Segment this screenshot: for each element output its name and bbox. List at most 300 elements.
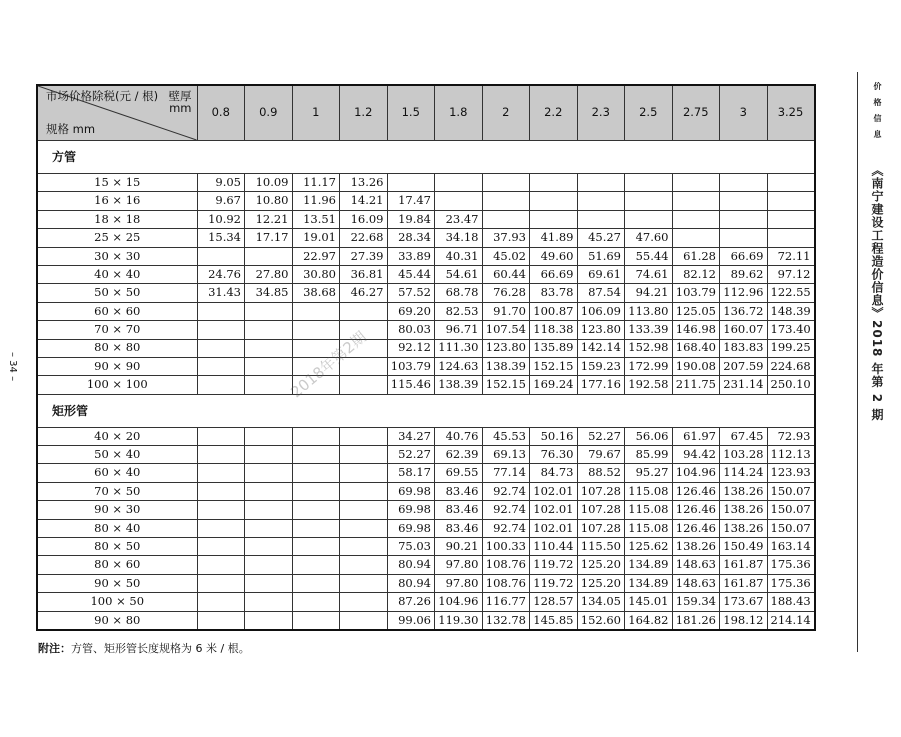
price-cell: 87.26 xyxy=(387,593,435,611)
price-cell xyxy=(672,229,720,247)
price-cell: 38.68 xyxy=(292,284,340,302)
price-cell: 118.38 xyxy=(530,321,578,339)
thickness-header: 0.9 xyxy=(245,85,293,141)
price-cell: 45.27 xyxy=(577,229,625,247)
price-cell: 83.46 xyxy=(435,519,483,537)
price-cell: 173.40 xyxy=(767,321,815,339)
price-cell: 13.51 xyxy=(292,210,340,228)
spec-cell: 100 × 100 xyxy=(37,376,197,394)
price-cell: 69.55 xyxy=(435,464,483,482)
table-row xyxy=(37,174,815,192)
running-head xyxy=(862,82,886,421)
price-cell: 150.07 xyxy=(767,519,815,537)
price-cell xyxy=(292,538,340,556)
price-cell: 168.40 xyxy=(672,339,720,357)
price-cell xyxy=(197,519,245,537)
table-row xyxy=(37,192,815,210)
spec-cell: 15 × 15 xyxy=(37,174,197,192)
price-cell: 107.28 xyxy=(577,501,625,519)
price-cell: 11.96 xyxy=(292,192,340,210)
price-cell: 138.26 xyxy=(720,519,768,537)
price-cell: 150.07 xyxy=(767,482,815,500)
price-cell: 9.67 xyxy=(197,192,245,210)
price-cell: 134.89 xyxy=(625,556,673,574)
price-cell: 148.63 xyxy=(672,556,720,574)
price-cell xyxy=(530,210,578,228)
price-cell xyxy=(245,321,293,339)
price-cell: 12.21 xyxy=(245,210,293,228)
watermark: 2018年第2期 xyxy=(287,327,370,402)
table-row xyxy=(37,556,815,574)
price-cell: 87.54 xyxy=(577,284,625,302)
price-cell: 207.59 xyxy=(720,357,768,375)
price-cell: 96.71 xyxy=(435,321,483,339)
thickness-header: 2.5 xyxy=(625,85,673,141)
price-cell: 52.27 xyxy=(577,427,625,445)
price-cell: 183.83 xyxy=(720,339,768,357)
spec-cell: 30 × 30 xyxy=(37,247,197,265)
table-row xyxy=(37,247,815,265)
price-cell xyxy=(197,357,245,375)
price-cell: 66.69 xyxy=(530,265,578,283)
price-cell: 92.74 xyxy=(482,501,530,519)
price-cell xyxy=(245,501,293,519)
price-cell xyxy=(340,538,388,556)
price-cell xyxy=(245,482,293,500)
price-cell: 22.68 xyxy=(340,229,388,247)
price-cell: 142.14 xyxy=(577,339,625,357)
thickness-header: 3.25 xyxy=(767,85,815,141)
footnote xyxy=(38,640,250,656)
price-cell: 16.09 xyxy=(340,210,388,228)
price-cell: 111.30 xyxy=(435,339,483,357)
thickness-header: 0.8 xyxy=(197,85,245,141)
price-cell: 224.68 xyxy=(767,357,815,375)
table-row xyxy=(37,519,815,537)
price-cell: 148.63 xyxy=(672,574,720,592)
price-cell: 28.34 xyxy=(387,229,435,247)
price-cell xyxy=(672,174,720,192)
table-row xyxy=(37,357,815,375)
price-cell: 92.74 xyxy=(482,482,530,500)
price-cell: 115.50 xyxy=(577,538,625,556)
price-cell xyxy=(767,210,815,228)
price-cell: 199.25 xyxy=(767,339,815,357)
price-cell: 24.76 xyxy=(197,265,245,283)
price-cell: 119.30 xyxy=(435,611,483,630)
price-cell: 76.28 xyxy=(482,284,530,302)
price-cell: 88.52 xyxy=(577,464,625,482)
price-cell: 136.72 xyxy=(720,302,768,320)
price-cell: 102.01 xyxy=(530,482,578,500)
price-cell xyxy=(340,556,388,574)
price-cell: 145.85 xyxy=(530,611,578,630)
price-cell: 91.70 xyxy=(482,302,530,320)
price-cell xyxy=(577,192,625,210)
table-row xyxy=(37,229,815,247)
running-head-category: 价格信息 xyxy=(873,82,882,146)
price-cell: 108.76 xyxy=(482,574,530,592)
price-cell xyxy=(720,192,768,210)
price-cell xyxy=(767,229,815,247)
price-cell: 188.43 xyxy=(767,593,815,611)
price-cell: 19.84 xyxy=(387,210,435,228)
thickness-header: 2.3 xyxy=(577,85,625,141)
price-cell: 72.93 xyxy=(767,427,815,445)
price-cell: 115.08 xyxy=(625,519,673,537)
price-cell: 45.44 xyxy=(387,265,435,283)
price-cell: 49.60 xyxy=(530,247,578,265)
price-cell xyxy=(245,339,293,357)
price-cell: 164.82 xyxy=(625,611,673,630)
price-cell: 135.89 xyxy=(530,339,578,357)
price-cell: 10.80 xyxy=(245,192,293,210)
price-cell: 36.81 xyxy=(340,265,388,283)
price-cell: 192.58 xyxy=(625,376,673,394)
price-cell: 54.61 xyxy=(435,265,483,283)
price-cell xyxy=(292,611,340,630)
price-cell: 97.80 xyxy=(435,574,483,592)
price-cell: 125.05 xyxy=(672,302,720,320)
price-cell xyxy=(340,611,388,630)
price-cell xyxy=(435,192,483,210)
price-cell xyxy=(245,302,293,320)
thickness-header: 1 xyxy=(292,85,340,141)
thickness-header: 2.2 xyxy=(530,85,578,141)
price-cell: 125.20 xyxy=(577,574,625,592)
price-cell: 169.24 xyxy=(530,376,578,394)
price-cell: 17.17 xyxy=(245,229,293,247)
table-row xyxy=(37,339,815,357)
price-cell xyxy=(340,519,388,537)
price-cell: 84.73 xyxy=(530,464,578,482)
price-cell xyxy=(482,174,530,192)
price-cell: 159.34 xyxy=(672,593,720,611)
price-cell: 163.14 xyxy=(767,538,815,556)
price-cell: 69.61 xyxy=(577,265,625,283)
thickness-header: 1.8 xyxy=(435,85,483,141)
price-cell xyxy=(245,357,293,375)
price-cell: 115.46 xyxy=(387,376,435,394)
price-cell: 17.47 xyxy=(387,192,435,210)
price-cell: 250.10 xyxy=(767,376,815,394)
price-cell xyxy=(245,556,293,574)
price-cell: 125.62 xyxy=(625,538,673,556)
price-cell xyxy=(245,446,293,464)
price-cell xyxy=(340,302,388,320)
side-divider xyxy=(857,72,858,652)
price-cell: 138.39 xyxy=(482,357,530,375)
table-row xyxy=(37,265,815,283)
price-cell: 102.01 xyxy=(530,519,578,537)
price-cell xyxy=(292,321,340,339)
price-cell xyxy=(197,427,245,445)
price-cell: 52.27 xyxy=(387,446,435,464)
price-cell: 92.74 xyxy=(482,519,530,537)
price-cell: 107.54 xyxy=(482,321,530,339)
price-cell: 46.27 xyxy=(340,284,388,302)
price-cell xyxy=(197,376,245,394)
footnote-label: 附注： xyxy=(38,642,71,655)
price-cell: 83.78 xyxy=(530,284,578,302)
price-cell: 126.46 xyxy=(672,501,720,519)
price-cell xyxy=(245,574,293,592)
price-cell: 56.06 xyxy=(625,427,673,445)
page-number: – 34 – xyxy=(7,352,18,382)
price-cell: 103.28 xyxy=(720,446,768,464)
running-head-title: 《南宁建设工程造价信息》2018 年第 2 期 xyxy=(870,164,884,422)
wall-thickness-label: 壁厚 mm xyxy=(168,89,192,116)
price-cell xyxy=(197,501,245,519)
price-cell: 40.31 xyxy=(435,247,483,265)
price-cell xyxy=(292,574,340,592)
spec-cell: 50 × 50 xyxy=(37,284,197,302)
spec-cell: 40 × 40 xyxy=(37,265,197,283)
spec-cell: 80 × 40 xyxy=(37,519,197,537)
price-cell: 125.20 xyxy=(577,556,625,574)
price-cell: 112.13 xyxy=(767,446,815,464)
price-cell: 113.80 xyxy=(625,302,673,320)
price-cell: 69.98 xyxy=(387,501,435,519)
table-row xyxy=(37,574,815,592)
price-cell xyxy=(197,321,245,339)
price-cell: 77.14 xyxy=(482,464,530,482)
price-cell xyxy=(292,593,340,611)
price-cell: 94.42 xyxy=(672,446,720,464)
table-row xyxy=(37,321,815,339)
table-row xyxy=(37,593,815,611)
price-cell: 108.76 xyxy=(482,556,530,574)
spec-cell: 70 × 70 xyxy=(37,321,197,339)
price-cell xyxy=(197,464,245,482)
price-cell: 74.61 xyxy=(625,265,673,283)
price-cell xyxy=(292,482,340,500)
price-cell: 45.53 xyxy=(482,427,530,445)
price-cell: 138.26 xyxy=(672,538,720,556)
price-cell: 152.15 xyxy=(530,357,578,375)
price-cell xyxy=(435,174,483,192)
price-cell: 45.02 xyxy=(482,247,530,265)
price-cell xyxy=(245,376,293,394)
price-cell: 146.98 xyxy=(672,321,720,339)
spec-cell: 80 × 80 xyxy=(37,339,197,357)
price-cell: 173.67 xyxy=(720,593,768,611)
price-cell: 83.46 xyxy=(435,501,483,519)
spec-cell: 70 × 50 xyxy=(37,482,197,500)
price-cell: 116.77 xyxy=(482,593,530,611)
thickness-header: 3 xyxy=(720,85,768,141)
price-cell: 115.08 xyxy=(625,482,673,500)
price-cell: 57.52 xyxy=(387,284,435,302)
price-cell xyxy=(245,427,293,445)
price-cell: 138.26 xyxy=(720,501,768,519)
price-cell: 103.79 xyxy=(672,284,720,302)
price-cell: 152.98 xyxy=(625,339,673,357)
price-cell: 138.26 xyxy=(720,482,768,500)
price-cell xyxy=(720,210,768,228)
price-cell: 175.36 xyxy=(767,574,815,592)
spec-cell: 18 × 18 xyxy=(37,210,197,228)
price-cell: 104.96 xyxy=(672,464,720,482)
price-cell xyxy=(340,446,388,464)
price-cell: 85.99 xyxy=(625,446,673,464)
price-cell: 23.47 xyxy=(435,210,483,228)
section-title: 矩形管 xyxy=(37,394,815,427)
price-cell: 112.96 xyxy=(720,284,768,302)
price-cell: 69.20 xyxy=(387,302,435,320)
section-header-row xyxy=(37,141,815,174)
price-cell: 95.27 xyxy=(625,464,673,482)
spec-cell: 60 × 40 xyxy=(37,464,197,482)
header-corner-cell xyxy=(37,85,197,141)
price-cell xyxy=(197,482,245,500)
price-cell xyxy=(292,556,340,574)
price-cell xyxy=(340,574,388,592)
price-cell: 97.80 xyxy=(435,556,483,574)
spec-cell: 50 × 40 xyxy=(37,446,197,464)
price-cell: 231.14 xyxy=(720,376,768,394)
price-cell xyxy=(340,376,388,394)
price-cell xyxy=(530,192,578,210)
price-cell: 27.80 xyxy=(245,265,293,283)
price-cell: 122.55 xyxy=(767,284,815,302)
table-body xyxy=(37,141,815,631)
price-cell xyxy=(720,174,768,192)
price-cell xyxy=(482,192,530,210)
price-cell: 31.43 xyxy=(197,284,245,302)
price-cell: 119.72 xyxy=(530,574,578,592)
price-cell xyxy=(340,593,388,611)
price-cell: 75.03 xyxy=(387,538,435,556)
price-cell xyxy=(767,174,815,192)
table-row xyxy=(37,302,815,320)
price-cell: 33.89 xyxy=(387,247,435,265)
price-cell: 51.69 xyxy=(577,247,625,265)
price-cell: 68.78 xyxy=(435,284,483,302)
price-cell: 67.45 xyxy=(720,427,768,445)
spec-label: 规格 mm xyxy=(46,121,96,136)
spec-cell: 60 × 60 xyxy=(37,302,197,320)
price-cell: 37.93 xyxy=(482,229,530,247)
table-row xyxy=(37,210,815,228)
price-cell: 34.27 xyxy=(387,427,435,445)
price-cell: 79.67 xyxy=(577,446,625,464)
price-cell: 58.17 xyxy=(387,464,435,482)
table-row xyxy=(37,376,815,394)
price-cell: 172.99 xyxy=(625,357,673,375)
price-cell: 82.12 xyxy=(672,265,720,283)
price-cell: 19.01 xyxy=(292,229,340,247)
price-cell: 123.93 xyxy=(767,464,815,482)
thickness-header: 2 xyxy=(482,85,530,141)
price-cell: 159.23 xyxy=(577,357,625,375)
price-cell: 10.09 xyxy=(245,174,293,192)
price-cell: 128.57 xyxy=(530,593,578,611)
price-cell: 214.14 xyxy=(767,611,815,630)
price-cell: 55.44 xyxy=(625,247,673,265)
price-cell xyxy=(625,174,673,192)
header-row xyxy=(37,85,815,141)
price-cell: 177.16 xyxy=(577,376,625,394)
table-row xyxy=(37,611,815,630)
price-cell: 175.36 xyxy=(767,556,815,574)
footnote-text: 方管、矩形管长度规格为 6 米 / 根。 xyxy=(71,642,250,655)
price-cell: 76.30 xyxy=(530,446,578,464)
spec-cell: 16 × 16 xyxy=(37,192,197,210)
price-cell: 11.17 xyxy=(292,174,340,192)
price-label: 市场价格除税(元 / 根) xyxy=(46,89,159,103)
price-cell: 99.06 xyxy=(387,611,435,630)
price-cell: 211.75 xyxy=(672,376,720,394)
price-cell: 103.79 xyxy=(387,357,435,375)
price-cell: 133.39 xyxy=(625,321,673,339)
price-cell: 40.76 xyxy=(435,427,483,445)
price-cell: 100.33 xyxy=(482,538,530,556)
price-cell: 94.21 xyxy=(625,284,673,302)
price-cell: 22.97 xyxy=(292,247,340,265)
price-cell xyxy=(197,593,245,611)
price-cell: 69.13 xyxy=(482,446,530,464)
table-row xyxy=(37,427,815,445)
price-cell xyxy=(340,501,388,519)
spec-cell: 40 × 20 xyxy=(37,427,197,445)
thickness-header: 2.75 xyxy=(672,85,720,141)
price-cell: 123.80 xyxy=(482,339,530,357)
price-cell: 90.21 xyxy=(435,538,483,556)
price-cell: 152.15 xyxy=(482,376,530,394)
spec-cell: 90 × 30 xyxy=(37,501,197,519)
price-cell xyxy=(197,446,245,464)
price-cell: 115.08 xyxy=(625,501,673,519)
price-cell: 80.03 xyxy=(387,321,435,339)
price-cell: 161.87 xyxy=(720,574,768,592)
price-cell: 80.94 xyxy=(387,574,435,592)
price-cell: 97.12 xyxy=(767,265,815,283)
price-cell xyxy=(340,464,388,482)
price-cell: 123.80 xyxy=(577,321,625,339)
price-cell: 190.08 xyxy=(672,357,720,375)
price-cell: 198.12 xyxy=(720,611,768,630)
price-cell xyxy=(245,247,293,265)
price-cell xyxy=(197,611,245,630)
price-cell xyxy=(197,556,245,574)
price-cell xyxy=(292,446,340,464)
price-cell: 50.16 xyxy=(530,427,578,445)
price-cell: 132.78 xyxy=(482,611,530,630)
price-cell xyxy=(625,192,673,210)
spec-cell: 80 × 60 xyxy=(37,556,197,574)
price-cell: 148.39 xyxy=(767,302,815,320)
price-cell: 14.21 xyxy=(340,192,388,210)
price-cell: 69.98 xyxy=(387,519,435,537)
section-header-row xyxy=(37,394,815,427)
price-cell xyxy=(530,174,578,192)
price-cell: 89.62 xyxy=(720,265,768,283)
price-cell xyxy=(245,611,293,630)
price-cell: 106.09 xyxy=(577,302,625,320)
price-cell: 100.87 xyxy=(530,302,578,320)
price-cell xyxy=(292,464,340,482)
price-cell: 41.89 xyxy=(530,229,578,247)
price-cell: 82.53 xyxy=(435,302,483,320)
price-cell xyxy=(292,519,340,537)
price-cell xyxy=(245,538,293,556)
price-cell: 126.46 xyxy=(672,482,720,500)
price-cell: 30.80 xyxy=(292,265,340,283)
thickness-header: 1.5 xyxy=(387,85,435,141)
price-cell: 83.46 xyxy=(435,482,483,500)
price-cell: 160.07 xyxy=(720,321,768,339)
